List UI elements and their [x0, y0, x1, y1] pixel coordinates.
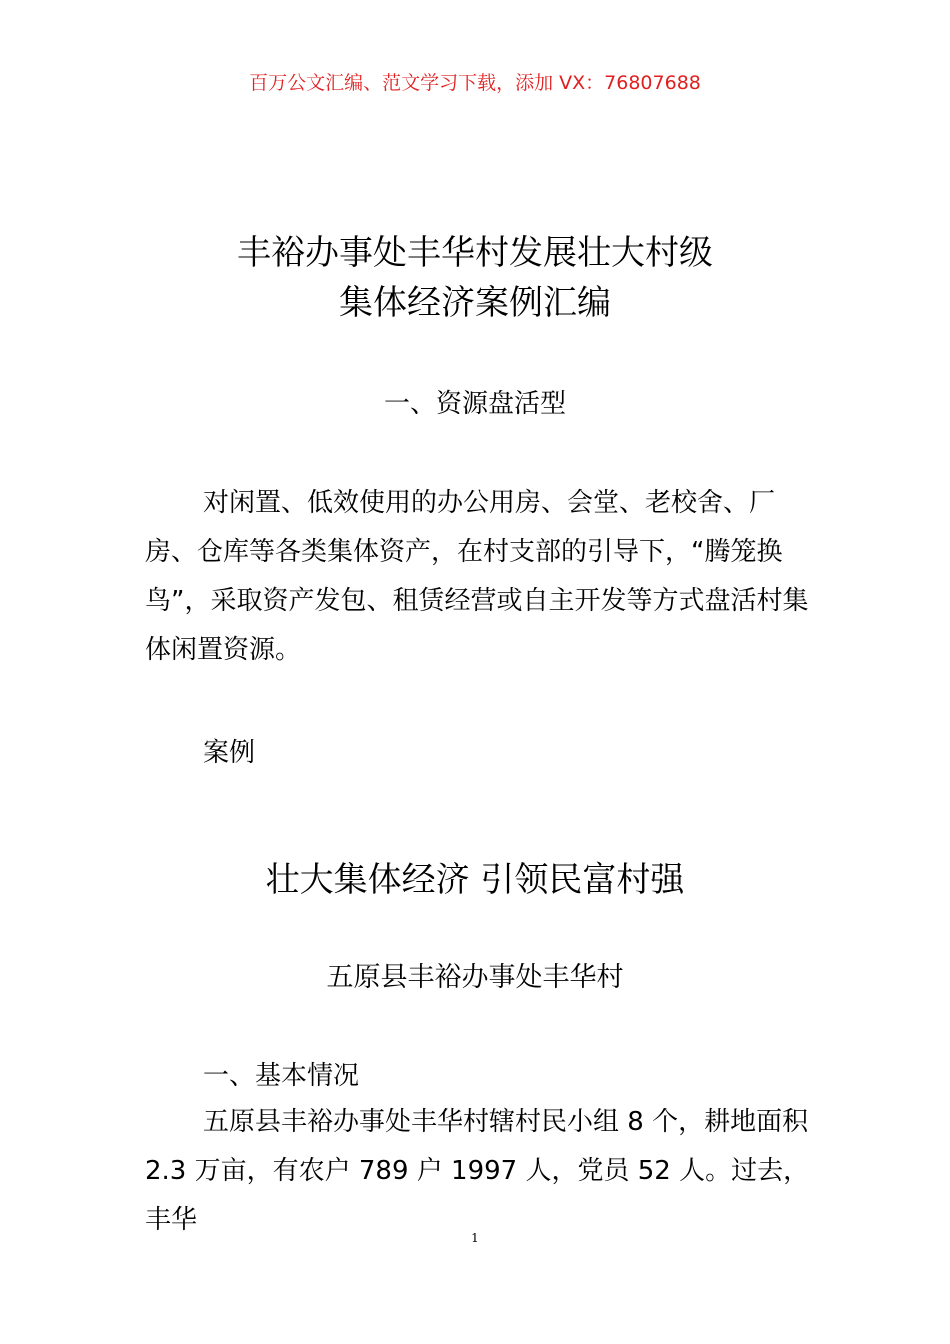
title-serif-part: 丰裕办事处丰华村	[237, 233, 509, 273]
basic-info-heading: 一、基本情况	[203, 1061, 360, 1091]
document-title-line2: 集体经济案例汇编	[339, 283, 611, 323]
page-number: 1	[471, 1231, 479, 1245]
header-note: 百万公文汇编、范文学习下载，添加 VX：76807688	[249, 72, 701, 94]
section-paragraph: 对闲置、低效使用的办公用房、会堂、老校舍、厂房、仓库等各类集体资产，在村支部的引导下，“腾笼换鸟”，采取资产发包、租赁经营或自主开发等方式盘活村集体闲置资源。	[145, 488, 809, 665]
case-title: 壮大集体经济 引领民富村强	[265, 860, 685, 900]
case-subtitle: 五原县丰裕办事处丰华村	[326, 962, 624, 993]
title-sans-part: 发展壮大村级	[509, 233, 713, 273]
section-title: 一、资源盘活型	[383, 389, 566, 419]
document-title-line1	[0, 230, 950, 276]
basic-info-paragraph: 五原县丰裕办事处丰华村辖村民小组 8 个，耕地面积 2.3 万亩，有农户 789 户 1997 人，党员 52 人。过去，丰华	[145, 1107, 810, 1235]
case-label: 案例	[203, 738, 256, 768]
